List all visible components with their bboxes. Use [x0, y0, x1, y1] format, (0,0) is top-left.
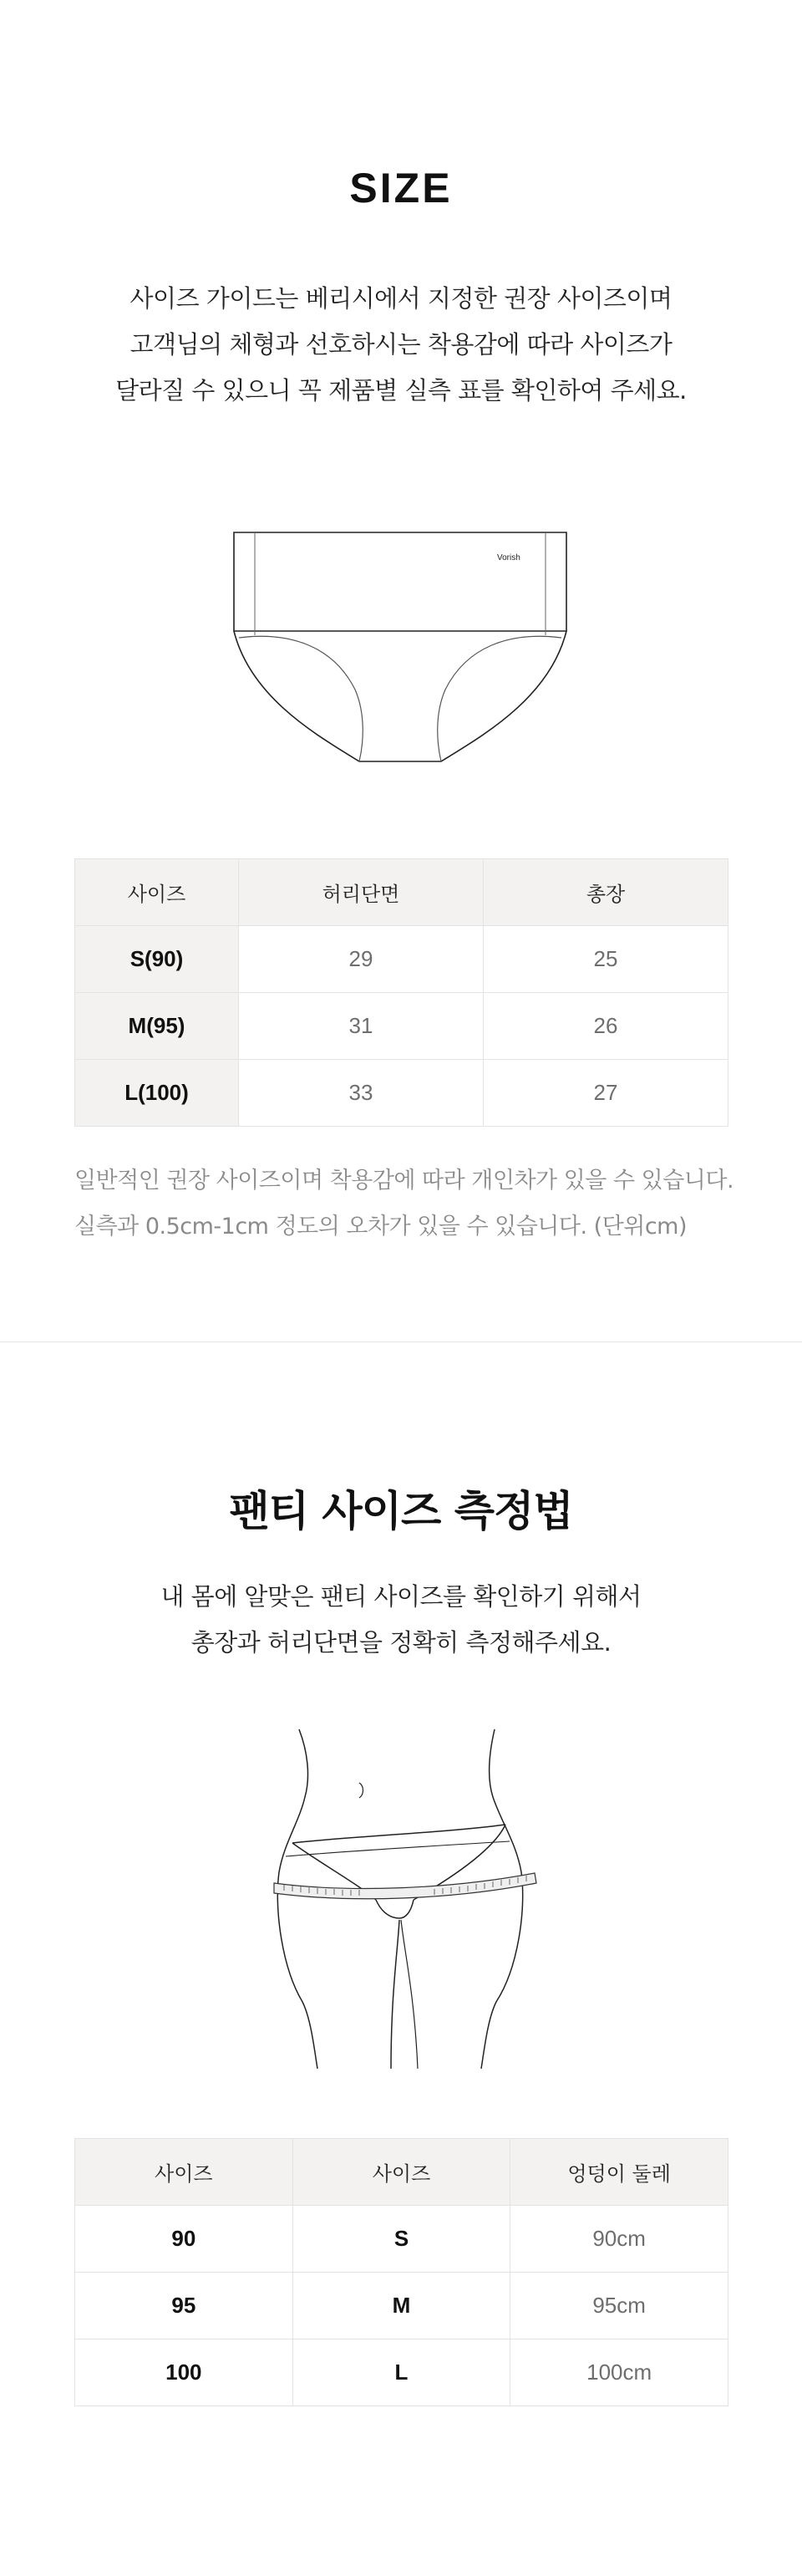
size-number-cell: 95: [75, 2273, 293, 2339]
hip-cell: 100cm: [510, 2339, 728, 2406]
header-size-letter: 사이즈: [292, 2139, 510, 2206]
hip-cell: 90cm: [510, 2206, 728, 2273]
size-number-cell: 90: [75, 2206, 293, 2273]
size-intro-line: 사이즈 가이드는 베리시에서 지정한 권장 사이즈이며: [129, 284, 673, 313]
waist-cell: 31: [239, 993, 484, 1060]
size-cell: M(95): [75, 993, 239, 1060]
size-section-title: SIZE: [349, 165, 453, 211]
table-row: [75, 2339, 728, 2406]
measure-section-title: 팬티 사이즈 측정법: [229, 1487, 573, 1535]
header-size-number: 사이즈: [75, 2139, 293, 2206]
size-letter-cell: M: [292, 2273, 510, 2339]
table-row: [75, 926, 728, 993]
measure-intro-text: [0, 1574, 802, 1666]
measure-intro-line: 내 몸에 알맞은 팬티 사이즈를 확인하기 위해서: [160, 1582, 642, 1611]
table-row: [75, 1060, 728, 1127]
section-divider: [0, 1341, 802, 1342]
table-row: [75, 2273, 728, 2339]
size-letter-cell: L: [292, 2339, 510, 2406]
waist-cell: 33: [239, 1060, 484, 1127]
header-length: 총장: [484, 859, 728, 926]
table-header-row: [75, 859, 728, 926]
table-header-row: [75, 2139, 728, 2206]
size-number-cell: 100: [75, 2339, 293, 2406]
panty-flat-illustration: [226, 522, 576, 773]
measure-spec-table: [74, 2138, 728, 2406]
size-intro-line: 달라질 수 있으니 꼭 제품별 실측 표를 확인하여 주세요.: [115, 376, 687, 405]
header-waist: 허리단면: [239, 859, 484, 926]
waist-cell: 29: [239, 926, 484, 993]
size-note: [74, 1158, 759, 1250]
length-cell: 25: [484, 926, 728, 993]
table-row: [75, 2206, 728, 2273]
brand-label: Vorish: [497, 553, 520, 563]
size-intro-text: [0, 276, 802, 414]
measure-intro-line: 총장과 허리단면을 정확히 측정해주세요.: [190, 1628, 612, 1657]
header-size: 사이즈: [75, 859, 239, 926]
note-line: 일반적인 권장 사이즈이며 착용감에 따라 개인차가 있을 수 있습니다.: [74, 1168, 734, 1194]
size-spec-table: [74, 858, 728, 1127]
note-line: 실측과 0.5cm-1cm 정도의 오차가 있을 수 있습니다. (단위cm): [74, 1214, 688, 1240]
body-measure-illustration: [251, 1718, 551, 2077]
hip-cell: 95cm: [510, 2273, 728, 2339]
length-cell: 27: [484, 1060, 728, 1127]
length-cell: 26: [484, 993, 728, 1060]
size-cell: S(90): [75, 926, 239, 993]
size-intro-line: 고객님의 체형과 선호하시는 착용감에 따라 사이즈가: [129, 330, 673, 359]
table-row: [75, 993, 728, 1060]
size-cell: L(100): [75, 1060, 239, 1127]
header-hip: 엉덩이 둘레: [510, 2139, 728, 2206]
size-letter-cell: S: [292, 2206, 510, 2273]
